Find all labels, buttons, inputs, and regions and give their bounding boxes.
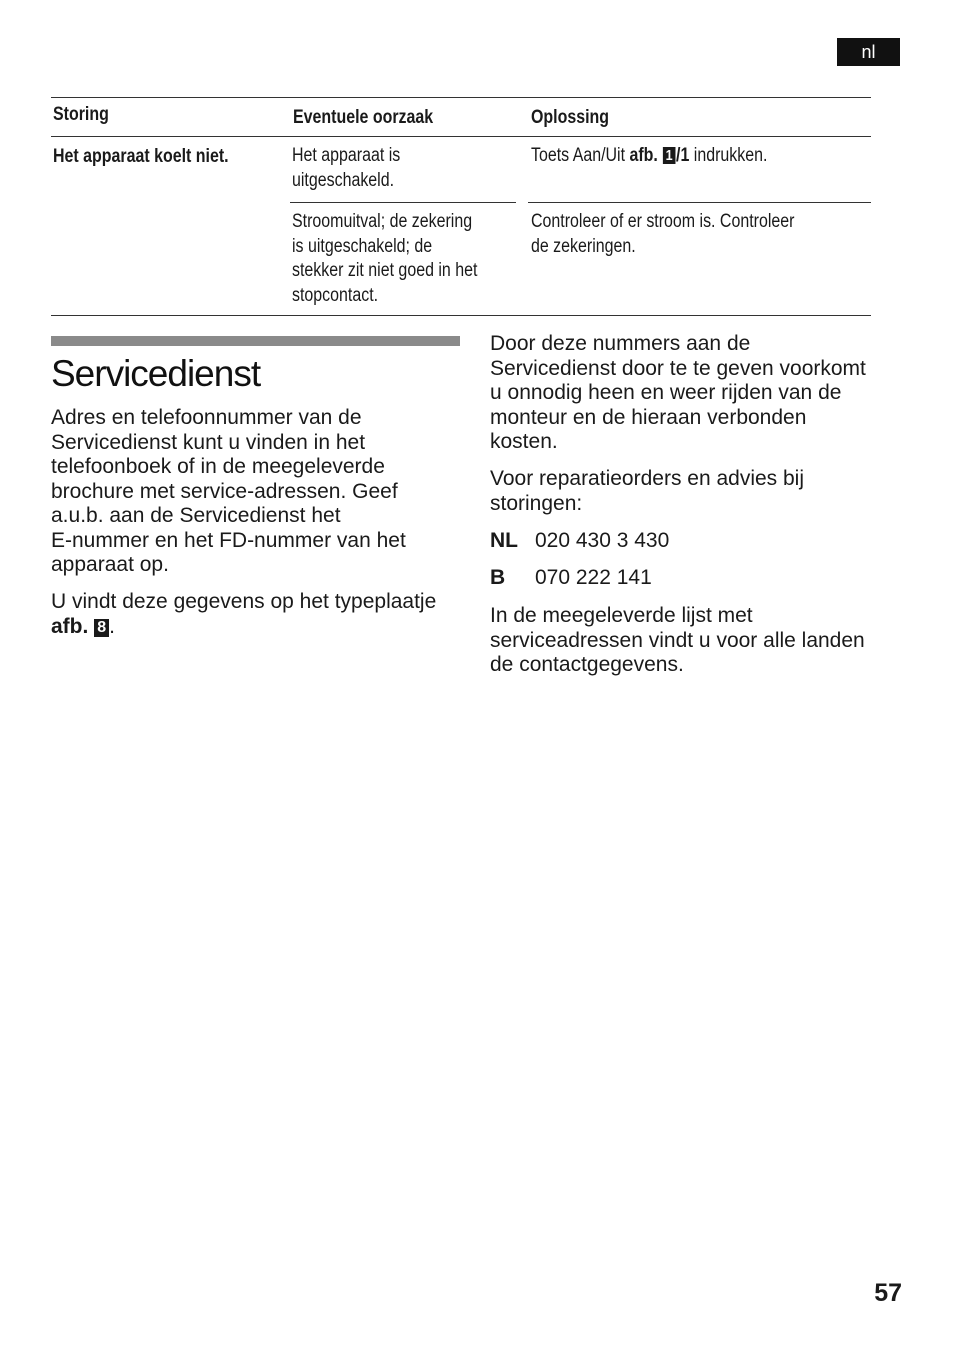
- section-bar: [51, 336, 460, 346]
- phone-number: 070 222 141: [535, 566, 652, 589]
- phone-number: 020 430 3 430: [535, 529, 670, 552]
- repair-paragraph: Voor reparatieorders en advies bij storingen:: [490, 467, 805, 515]
- language-tab: nl: [837, 38, 900, 66]
- table-header-cause: Eventuele oorzaak: [293, 107, 434, 128]
- address-paragraph: Adres en telefoonnummer van de Servicedienst kunt u vinden in het telefoonboek of in de meegeleverde brochure met service-adressen. Geef a.u.b. aan de Servicedienst het E-nummer en het FD-nummer van het apparaat op.: [51, 406, 406, 576]
- numbers-paragraph: Door deze nummers aan de Servicedienst door te te geven voorkomt u onnodig heen en weer rijden van de monteur en de hieraan verbonden kosten.: [490, 332, 866, 453]
- section-title: Servicedienst: [51, 353, 261, 394]
- row-divider-solution: [528, 202, 871, 203]
- country-code: NL: [490, 529, 518, 552]
- cause-text: Het apparaat is uitgeschakeld.: [292, 145, 401, 191]
- row-divider-cause: [290, 202, 516, 203]
- page-number: 57: [874, 1279, 902, 1307]
- fault-label: Het apparaat koelt niet.: [53, 146, 229, 167]
- closing-paragraph: In de meegeleverde lijst met serviceadressen vindt u voor alle landen de contactgegevens.: [490, 604, 865, 676]
- table-header-fault: Storing: [53, 104, 109, 125]
- cause-text: Stroomuitval; de zekering is uitgeschakeld; de stekker zit niet goed in het stopcontact.: [292, 211, 478, 306]
- table-bottom-rule: [51, 315, 871, 316]
- table-top-rule: [51, 97, 871, 98]
- table-header-solution: Oplossing: [531, 107, 610, 128]
- table-header-rule: [51, 136, 871, 137]
- figure-ref-badge: 1: [663, 147, 675, 164]
- solution-text: Toets Aan/Uit afb. 1 /1 indrukken.: [531, 145, 768, 166]
- figure-ref-badge: 8: [94, 619, 109, 637]
- typeplate-paragraph: U vindt deze gegevens op het typeplaatje afb. 8 .: [51, 590, 437, 638]
- country-code: B: [490, 566, 506, 589]
- solution-text: Controleer of er stroom is. Controleer de zekeringen.: [531, 211, 795, 257]
